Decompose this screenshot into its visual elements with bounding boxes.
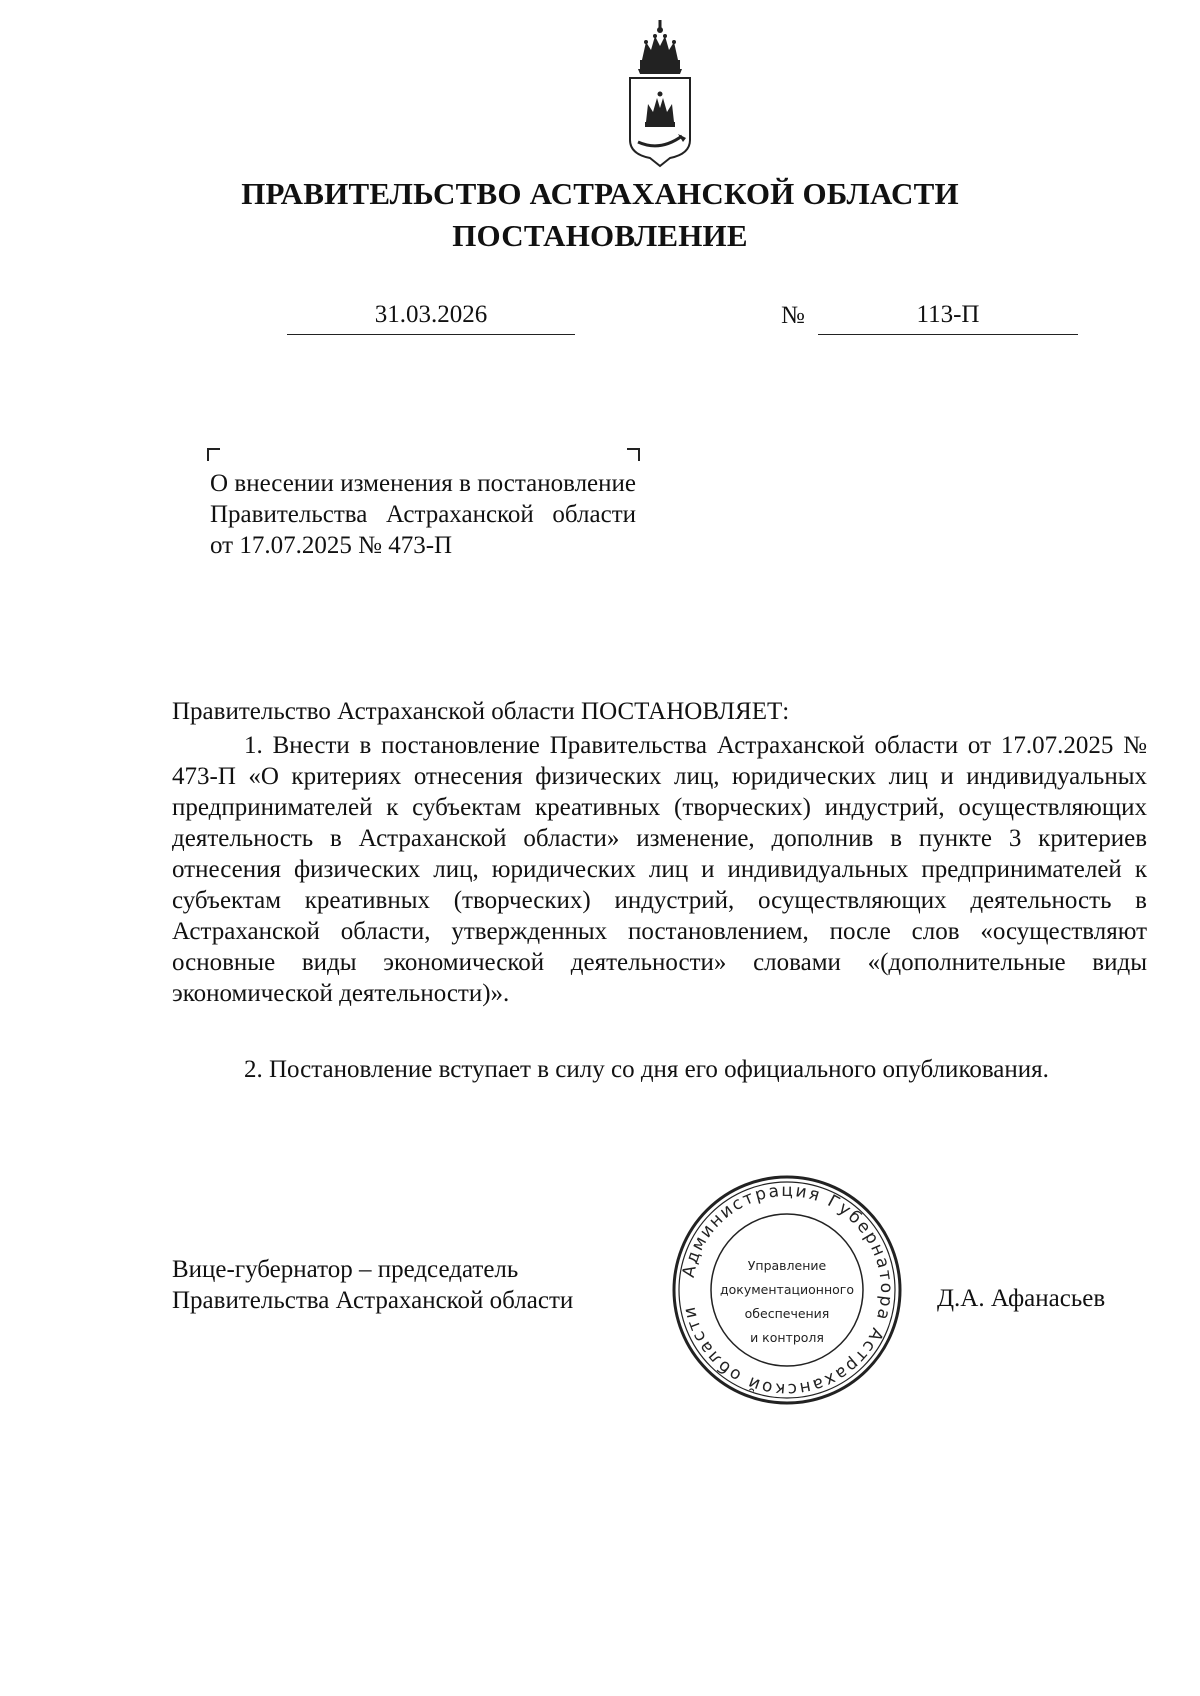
paragraph-item-1: 1. Внести в постановление Правительства Астраханской области от 17.07.2025 № 473-П «О критериях отнесения физических лиц, юридических лиц и индивидуальных предпринимателей к субъектам креативных (творческих) индустрий, осуществляющих деятельность в Астраханской области» изменение, дополнив в пункте 3 критериев отнесения физических лиц, юридических лиц и индивидуальных предпринимателей к субъектам креативных (творческих) индустрий, осуществляющих деятельность в Астраханской области, утвержденных постановлением, после слов «осуществляют основные виды экономической деятельности» словами «(дополнительные виды экономической деятельности)». — [172, 732, 1147, 1007]
subject-corner-right — [627, 448, 640, 461]
seal-center-line-3: обеспечения — [744, 1306, 830, 1321]
number-sign: № — [781, 302, 805, 329]
signer-title-line-1: Вице-губернатор – председатель — [172, 1256, 519, 1283]
document-number: 113-П — [818, 300, 1078, 335]
subject-corner-left — [207, 448, 220, 461]
doc-type-heading: ПОСТАНОВЛЕНИЕ — [452, 218, 748, 253]
seal-center-line-2: документационного — [720, 1282, 854, 1297]
coat-of-arms-icon — [620, 18, 700, 170]
signer-name: Д.А. Афанасьев — [937, 1285, 1106, 1312]
signer-title — [172, 1254, 573, 1316]
document-subject: О внесении изменения в постановление Правительства Астраханской области от 17.07.2025 № 473-П — [210, 470, 636, 559]
seal-ring-text: Администрация Губернатора Астраханской области — [678, 1180, 897, 1400]
official-seal — [667, 1170, 907, 1410]
seal-center-line-4: и контроля — [750, 1330, 824, 1345]
signer-title-line-2: Правительства Астраханской области — [172, 1287, 574, 1314]
seal-center-line-1: Управление — [747, 1258, 827, 1273]
document-date: 31.03.2026 — [287, 300, 575, 335]
org-name-heading: ПРАВИТЕЛЬСТВО АСТРАХАНСКОЙ ОБЛАСТИ — [241, 176, 959, 211]
paragraph-item-2: 2. Постановление вступает в силу со дня его официального опубликования. — [244, 1056, 1049, 1083]
preamble: Правительство Астраханской области ПОСТАНОВЛЯЕТ: — [172, 698, 790, 725]
